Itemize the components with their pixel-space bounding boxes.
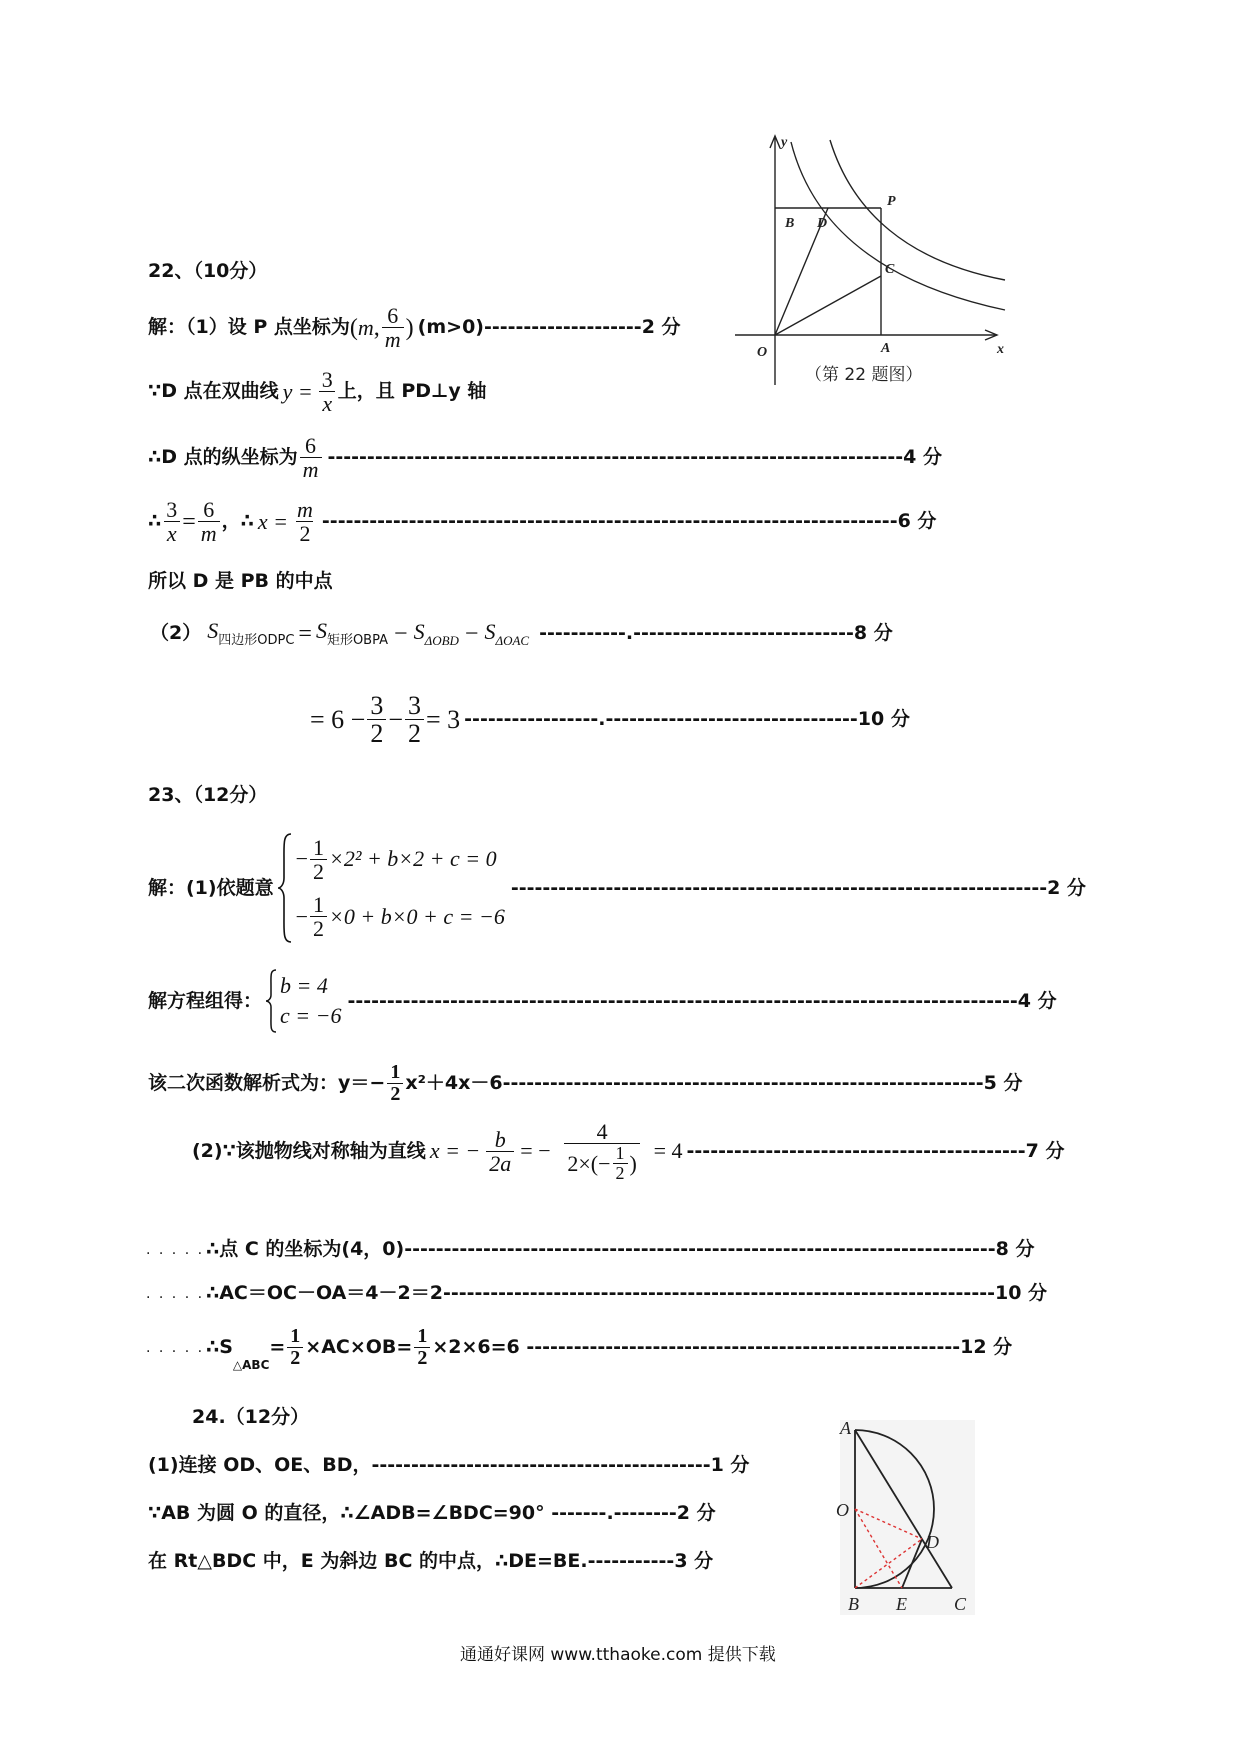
q22-line2-pre: ∵D 点在双曲线 [148, 380, 279, 403]
segment-oc [775, 276, 881, 335]
minus: − [388, 704, 403, 734]
q22-line4-fraction2 [198, 498, 220, 545]
q22-line4-post: -------------------------------------------------------------------------6 分 [321, 510, 937, 533]
fraction-denominator: 2 [367, 719, 386, 747]
fraction-numerator: 6 [305, 433, 317, 458]
fraction-denominator: 2 [613, 1163, 628, 1183]
q23-line4-post: -------------------------------------------7 分 [686, 1139, 1065, 1162]
label-d: D [926, 1532, 939, 1552]
system1-row2 [296, 893, 505, 940]
q22-line4-x: x = [257, 508, 289, 534]
label-b: B [848, 1594, 859, 1614]
q22-line5: 所以 D 是 PB 的中点 [148, 570, 333, 592]
q22-line1-fraction [382, 304, 404, 351]
system1-row1-fraction [310, 836, 327, 883]
footer-credit: 通通好课网 www.tthaoke.com 提供下载 [460, 1645, 776, 1665]
fraction-denominator: m [382, 327, 404, 351]
fraction-numerator: 3 [321, 367, 333, 392]
fraction-denominator: 2 [414, 1347, 430, 1369]
q24-line1: (1)连接 OD、OE、BD，-------------------------------------------1 分 [148, 1454, 750, 1476]
q22-line1 [148, 304, 681, 351]
q23-line2-post: -------------------------------------------------------------------------------------4 分 [347, 989, 1057, 1012]
leader-dots: . . . . . [146, 1241, 205, 1258]
q22-line7-b: = 3 [426, 704, 461, 734]
system1-row2-fraction [310, 893, 327, 940]
fraction-denominator: 2 [296, 521, 313, 545]
q24-line2: ∵AB 为圆 O 的直径，∴∠ADB=∠BDC=90° -------.--------2 分 [148, 1502, 716, 1524]
q23-system1 [296, 836, 505, 940]
label-o: O [757, 345, 768, 360]
q23-header: 23、（12分） [148, 784, 268, 806]
fraction-denominator: 2 [387, 1083, 403, 1105]
q22-line4-fraction1 [163, 498, 180, 545]
minus: − [394, 620, 408, 647]
fraction-denominator: 2 [310, 916, 327, 940]
fraction-denominator: x [164, 521, 180, 545]
q23-line4-pre: (2)∵该抛物线对称轴为直线 [192, 1139, 426, 1162]
q23-line5-text: ∴点 C 的坐标为(4，0)---------------------------------------------------------------------------8 分 [206, 1238, 1035, 1260]
q23-line4-fraction1 [486, 1128, 514, 1175]
q22-comma: , [373, 314, 380, 341]
q23-system2 [280, 975, 341, 1027]
q22-line2-fraction [319, 368, 336, 415]
label-e: E [896, 1594, 907, 1614]
q23-line7-b: ×AC×OB= [305, 1336, 413, 1358]
denominator-post: ) [629, 1150, 637, 1176]
label-x: x [997, 342, 1004, 357]
q22-line4-eq: = [182, 508, 196, 535]
minus: − [295, 846, 309, 872]
figure-22-caption: （第 22 题图） [805, 365, 923, 385]
q22-line2-post: 上，且 PD⊥y 轴 [337, 380, 487, 403]
q23-line1 [148, 828, 1086, 948]
q23-line4-mid: = − [520, 1138, 551, 1164]
label-p: P [887, 194, 896, 209]
area-s4-sub: ΔOAC [495, 632, 530, 648]
fraction-numerator: 1 [390, 1061, 401, 1083]
label-o: O [836, 1500, 849, 1520]
q22-line6-post: -----------.----------------------------8 分 [539, 622, 893, 644]
fraction-numerator: 1 [417, 1325, 428, 1347]
q22-line3 [148, 434, 942, 481]
q23-line2-pre: 解方程组得： [148, 989, 263, 1012]
label-a: A [881, 341, 891, 356]
fraction-numerator: 3 [166, 497, 178, 522]
q23-line6-text: ∴AC＝OC－OA＝4－2＝2----------------------------------------------------------------------10 分 [206, 1282, 1048, 1304]
area-s3: $S_{\Delta OBD}$ [413, 618, 459, 648]
hyperbola-outer [830, 140, 1005, 280]
fraction-denominator: x [319, 391, 335, 415]
q23-line7-c: ×2×6=6 -------------------------------------------------------12 分 [432, 1336, 1013, 1358]
q22-line3-post: -------------------------------------------------------------------------4 分 [327, 446, 942, 469]
system2-row2: c = −6 [280, 1003, 342, 1028]
q23-line4-x: x = − [429, 1138, 481, 1164]
system1-row2-expr: ×0 + b×0 + c = −6 [329, 903, 505, 929]
q22-line4 [148, 498, 936, 545]
fraction-numerator: m [297, 497, 313, 522]
label-d: D [817, 216, 828, 231]
fraction-numerator: 1 [290, 1325, 301, 1347]
system1-row1-expr: ×2² + b×2 + c = 0 [329, 846, 497, 872]
q22-line1-pre: 解：（1）设 P 点坐标为 [148, 316, 350, 339]
figure-24 [830, 1420, 980, 1620]
fraction-numerator: 1 [313, 834, 325, 860]
label-b: B [785, 216, 795, 231]
fraction-denominator: 2 [405, 719, 424, 747]
q22-paren-close: ) [405, 314, 414, 341]
q23-line4-fraction2 [557, 1120, 648, 1183]
q22-line7-fraction2 [405, 692, 424, 748]
fraction-numerator: 6 [387, 303, 399, 328]
q23-line3-post: x²＋4x－6-------------------------------------------------------------5 分 [405, 1072, 1023, 1094]
fraction-denominator [564, 1143, 639, 1183]
leader-dots: . . . . . [146, 1339, 205, 1356]
fraction-denominator: m [300, 457, 322, 481]
area-s4: $S_{\Delta OAC}$ [484, 618, 530, 648]
q23-line4-eq: = 4 [653, 1138, 683, 1164]
q23-line3-pre: 该二次函数解析式为：y＝− [148, 1072, 386, 1094]
q24-header: 24.（12分） [192, 1406, 310, 1428]
q23-line4 [192, 1120, 1064, 1183]
label-a: A [840, 1420, 851, 1438]
fraction-numerator: 3 [370, 691, 384, 720]
q22-line1-post: (m>0)--------------------2 分 [417, 316, 681, 339]
q23-line6 [146, 1284, 1047, 1303]
q22-line4-mid: ，∴ [221, 510, 254, 533]
label-c: C [954, 1594, 967, 1614]
q23-line5 [146, 1240, 1034, 1259]
area-s1: $S_{四边形ODPC}$ [207, 618, 295, 648]
fraction-numerator: 6 [203, 497, 215, 522]
fraction-numerator: 1 [313, 892, 325, 917]
fraction-denominator: 2 [287, 1347, 303, 1369]
nested-fraction [613, 1144, 628, 1183]
q23-line3 [148, 1062, 1022, 1105]
q22-line3-fraction [300, 434, 322, 481]
left-brace-icon [264, 968, 278, 1034]
q22-header: 22、（10分） [148, 260, 268, 282]
area-s3-sub: ΔOBD [424, 632, 459, 648]
q23-line2 [148, 965, 1057, 1037]
q23-line1-pre: 解：(1)依题意 [148, 876, 274, 899]
q24-line3: 在 Rt△BDC 中，E 为斜边 BC 的中点，∴DE=BE.-----------3 分 [148, 1550, 714, 1572]
fraction-denominator: 2a [486, 1151, 514, 1175]
minus: − [295, 903, 309, 929]
fraction-denominator: 2 [310, 859, 327, 883]
area-s2-sub: 矩形OBPA [326, 633, 389, 648]
q22-line7-fraction1 [367, 692, 386, 748]
left-brace-icon [276, 832, 294, 944]
q23-line7-fraction1 [287, 1326, 303, 1369]
q22-line7 [310, 692, 910, 748]
q23-line7-a: = [269, 1336, 286, 1358]
q23-line7-sub: △ABC [232, 1358, 270, 1372]
q23-line3-fraction [387, 1062, 403, 1105]
q22-line7-a: = 6 − [310, 704, 366, 734]
fraction-numerator: 1 [615, 1143, 625, 1164]
q22-line1-m: m [357, 314, 374, 340]
q22-line4-fraction3 [294, 498, 316, 545]
q22-line2 [148, 368, 486, 415]
minus: − [464, 620, 479, 647]
q22-line3-pre: ∴D 点的纵坐标为 [148, 446, 298, 469]
label-c: C [885, 262, 895, 277]
q22-line6 [150, 620, 893, 647]
q23-line7-pre: ∴S [206, 1336, 233, 1358]
q22-line4-pre: ∴ [148, 510, 162, 533]
fraction-numerator: 4 [596, 1119, 608, 1144]
fraction-denominator: m [198, 521, 220, 545]
q23-line1-post: --------------------------------------------------------------------2 分 [510, 876, 1086, 899]
label-y: y [781, 135, 788, 150]
q22-line7-post: -----------------.--------------------------------10 分 [464, 708, 910, 731]
q22-line2-y: y = [282, 378, 313, 404]
system1-row1 [296, 836, 505, 883]
fraction-numerator: 3 [408, 691, 421, 720]
q22-line6-pre: （2） [150, 622, 202, 644]
system2-row1: b = 4 [280, 973, 328, 998]
equals: = [298, 620, 312, 647]
fraction-numerator: b [494, 1126, 506, 1152]
q22-paren-open: ( [349, 314, 358, 341]
leader-dots: . . . . . [146, 1285, 205, 1302]
area-s2: $S_{矩形OBPA}$ [315, 618, 389, 648]
q23-line7-fraction2 [414, 1326, 430, 1369]
area-s1-sub: 四边形ODPC [218, 633, 295, 648]
q23-line7 [146, 1325, 1013, 1372]
figure-22 [735, 130, 1020, 400]
denominator-pre: 2×(− [567, 1150, 611, 1176]
